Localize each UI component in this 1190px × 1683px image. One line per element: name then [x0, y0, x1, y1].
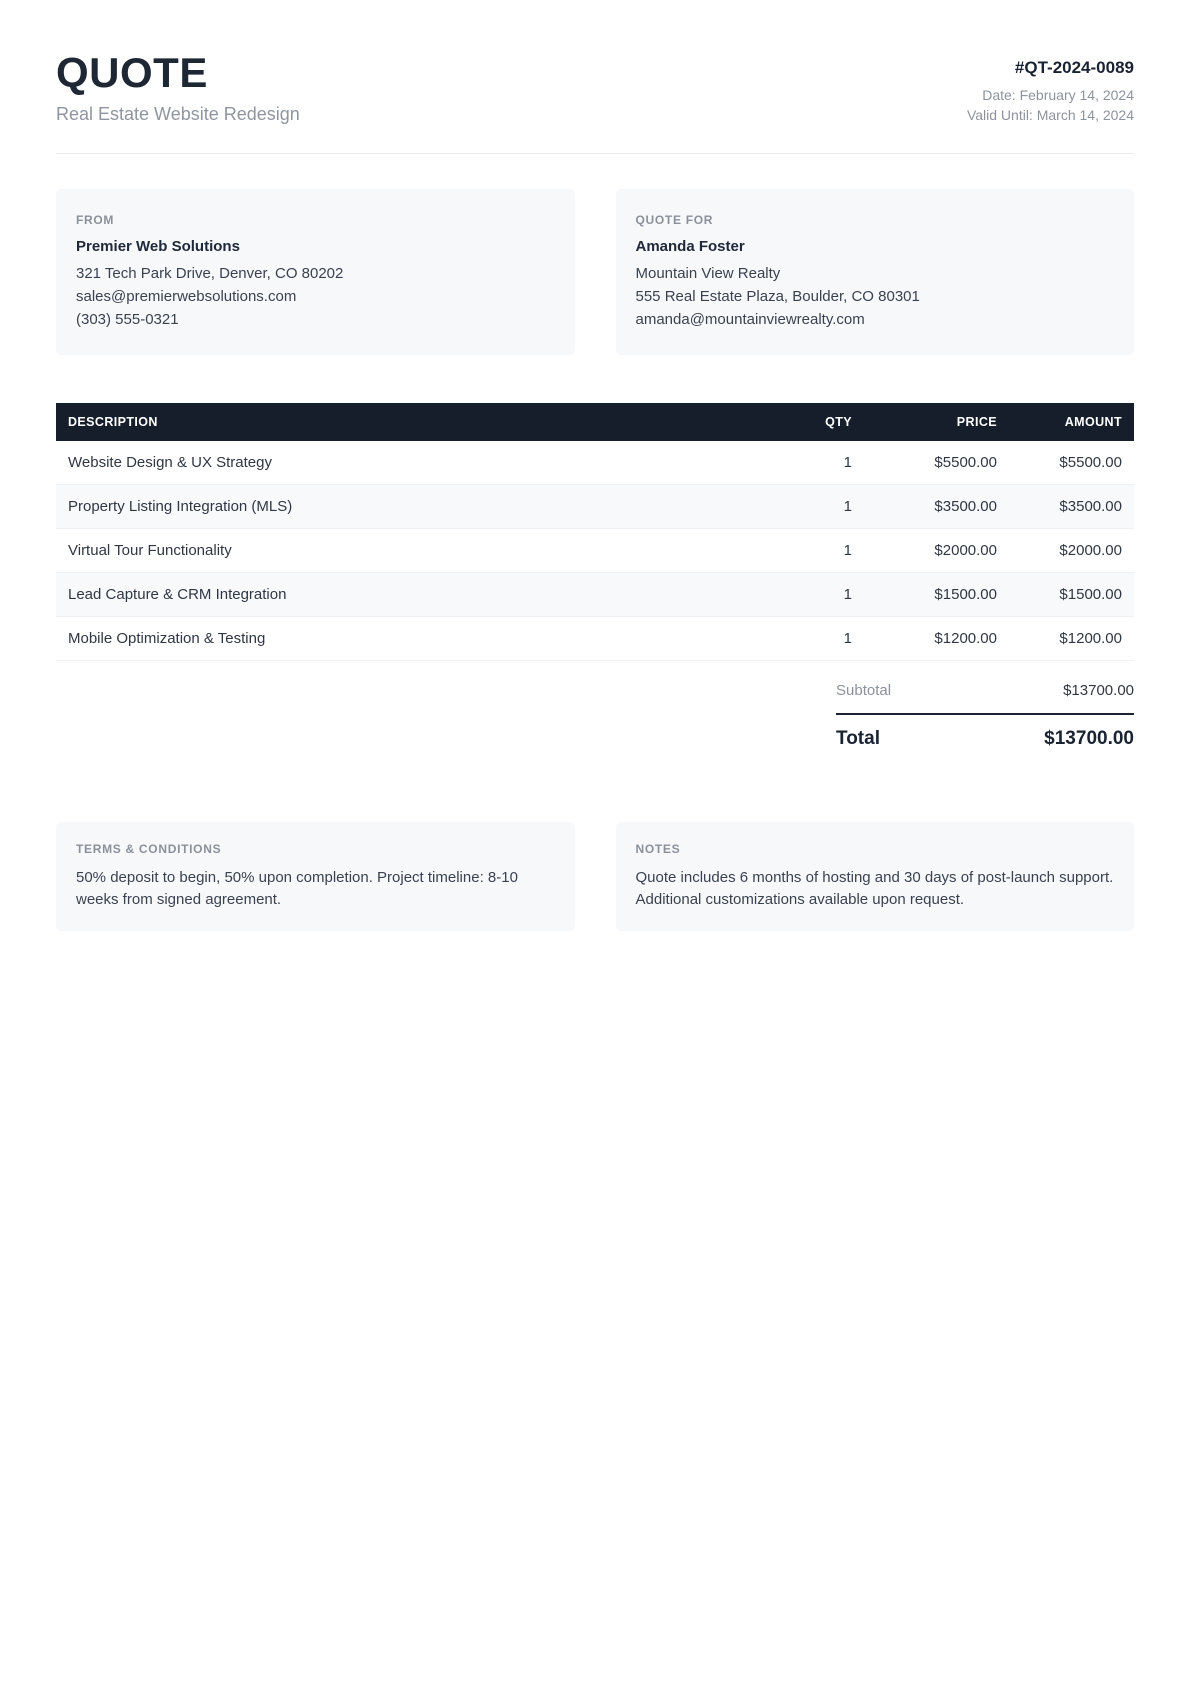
item-description: Property Listing Integration (MLS) [56, 485, 759, 529]
item-amount: $1500.00 [1009, 573, 1134, 617]
header-amount: AMOUNT [1009, 403, 1134, 441]
footer-section [56, 822, 1134, 931]
notes-text: Quote includes 6 months of hosting and 30 days of post-launch support. Additional customizations available upon request. [635, 869, 1114, 909]
quote-meta [967, 50, 1134, 125]
document-header [56, 50, 1134, 125]
quote-date: Date: February 14, 2024 [982, 87, 1134, 103]
item-amount: $5500.00 [1009, 441, 1134, 485]
total-row [836, 713, 1134, 750]
item-qty: 1 [759, 529, 864, 573]
item-price: $5500.00 [864, 441, 1009, 485]
from-phone: (303) 555-0321 [76, 311, 179, 329]
quote-for-box [616, 189, 1135, 355]
total-value: $13700.00 [1044, 728, 1134, 750]
from-address-line: 321 Tech Park Drive, Denver, CO 80202 [76, 265, 344, 283]
client-company: Mountain View Realty [635, 265, 781, 283]
terms-label: TERMS & CONDITIONS [76, 842, 222, 857]
item-amount: $1200.00 [1009, 617, 1134, 661]
from-email: sales@premierwebsolutions.com [76, 288, 297, 306]
header-description: DESCRIPTION [56, 403, 759, 441]
client-address-line: 555 Real Estate Plaza, Boulder, CO 80301 [635, 288, 920, 306]
item-qty: 1 [759, 617, 864, 661]
notes-box [616, 822, 1135, 931]
header-price: PRICE [864, 403, 1009, 441]
client-email: amanda@mountainviewrealty.com [635, 311, 865, 329]
total-label: Total [836, 728, 880, 750]
client-name: Amanda Foster [635, 238, 745, 256]
quote-valid-until: Valid Until: March 14, 2024 [966, 107, 1134, 123]
header-divider [56, 153, 1134, 154]
from-label: FROM [76, 213, 115, 228]
item-description: Virtual Tour Functionality [56, 529, 759, 573]
table-row [56, 441, 1134, 485]
terms-box [56, 822, 575, 931]
item-price: $1200.00 [864, 617, 1009, 661]
page-subtitle: Real Estate Website Redesign [56, 104, 300, 125]
item-description: Mobile Optimization & Testing [56, 617, 759, 661]
item-qty: 1 [759, 573, 864, 617]
page-title: QUOTE [56, 49, 208, 96]
header-qty: QTY [759, 403, 864, 441]
subtotal-label: Subtotal [836, 682, 892, 700]
from-box [56, 189, 575, 355]
item-amount: $2000.00 [1009, 529, 1134, 573]
table-header [56, 403, 1134, 441]
item-price: $3500.00 [864, 485, 1009, 529]
table-row [56, 485, 1134, 529]
quote-number: #QT-2024-0089 [1014, 58, 1134, 77]
table-row [56, 617, 1134, 661]
quote-for-label: QUOTE FOR [635, 213, 714, 228]
subtotal-row [836, 669, 1134, 713]
totals-block [836, 669, 1134, 750]
subtotal-value: $13700.00 [1063, 682, 1134, 700]
item-description: Website Design & UX Strategy [56, 441, 759, 485]
notes-label: NOTES [635, 842, 681, 857]
table-row [56, 529, 1134, 573]
item-qty: 1 [759, 441, 864, 485]
item-price: $2000.00 [864, 529, 1009, 573]
from-name: Premier Web Solutions [76, 238, 240, 256]
terms-text: 50% deposit to begin, 50% upon completion. Project timeline: 8-10 weeks from signed agreement. [76, 869, 518, 909]
title-block [56, 50, 300, 125]
item-qty: 1 [759, 485, 864, 529]
item-description: Lead Capture & CRM Integration [56, 573, 759, 617]
item-price: $1500.00 [864, 573, 1009, 617]
line-items-table [56, 403, 1134, 661]
party-section [56, 189, 1134, 355]
totals-section [56, 661, 1134, 750]
table-row [56, 573, 1134, 617]
item-amount: $3500.00 [1009, 485, 1134, 529]
